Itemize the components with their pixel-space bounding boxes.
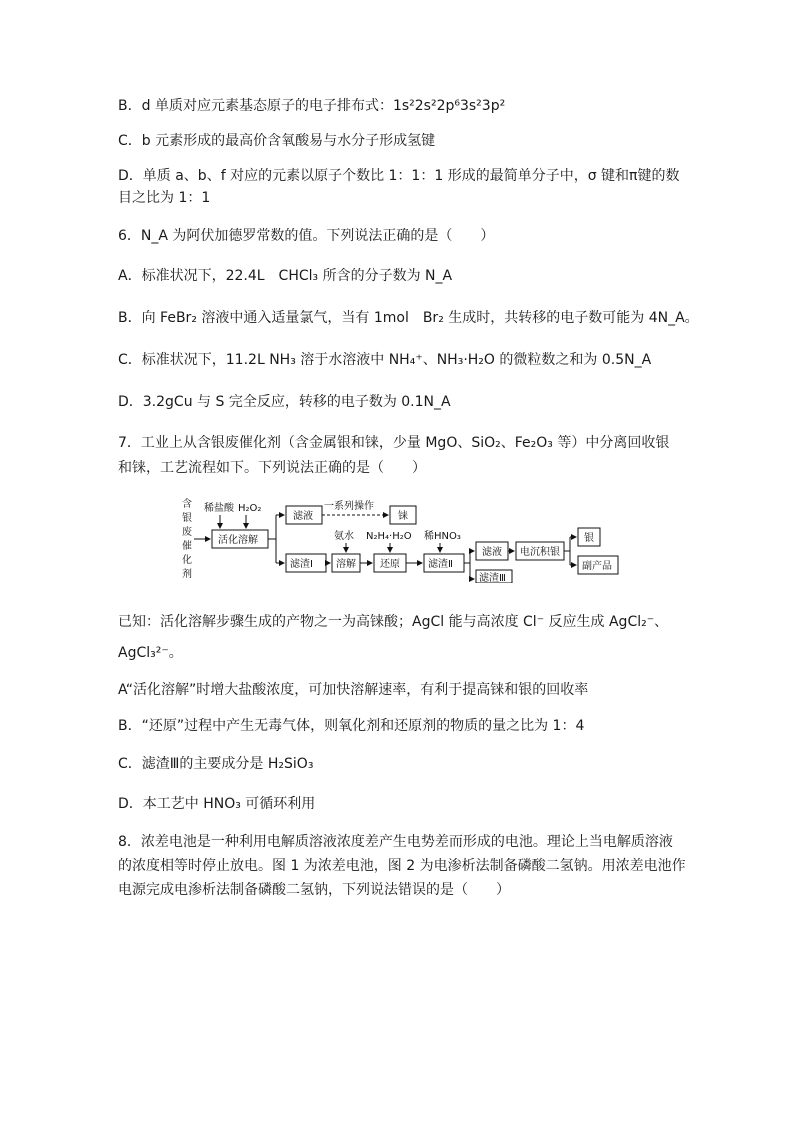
flow-rhenium-box: 铼 [398,511,408,522]
flow-reduce-box: 还原 [380,559,400,570]
flow-residue-2: 滤渣Ⅱ [428,559,453,570]
q6-option-c: C．标准状况下，11.2L NH₃ 溶于水溶液中 NH₄⁺、NH₃·H₂O 的微粒数之和为 0.5N_A [118,352,652,368]
flow-silver-box: 银 [584,533,594,544]
flow-ops-label: 一系列操作 [324,501,374,512]
q7-stem-line2: 和铼，工艺流程如下。下列说法正确的是（ ） [118,460,426,476]
q7-option-b: B．“还原”过程中产生无毒气体，则氧化剂和还原剂的物质的量之比为 1：4 [118,718,585,734]
q6-stem: 6．N_A 为阿伏加德罗常数的值。下列说法正确的是（ ） [118,228,495,244]
flow-reagent-hcl: 稀盐酸 [204,503,234,514]
flow-source-char: 废 [182,527,192,538]
flow-source-char: 银 [182,513,192,524]
flow-activate-box: 活化溶解 [218,535,258,546]
q5-option-c: C．b 元素形成的最高价含氧酸易与水分子形成氢键 [118,133,436,149]
q5-option-d-line2: 目之比为 1：1 [118,190,211,206]
q7-stem-line1: 7．工业上从含银废催化剂（含金属银和铼，少量 MgO、SiO₂、Fe₂O₃ 等）中分离回收银 [118,435,670,451]
flow-ammonia-label: 氨水 [334,531,354,542]
flow-byproduct-box: 副产品 [582,561,612,572]
flow-source-char: 化 [182,555,192,566]
flow-residue-3: 滤渣Ⅲ [479,573,506,583]
flow-source-char: 剂 [182,569,192,580]
flow-hno3-label: 稀HNO₃ [424,531,461,542]
flow-source-char: 催 [182,541,192,552]
q8-stem-line2: 的浓度相等时停止放电。图 1 为浓差电池，图 2 为电渗析法制备磷酸二氢钠。用浓差电池作 [118,858,686,874]
q7-known-line2: AgCl₃²⁻。 [118,645,183,661]
q7-option-a: A“活化溶解”时增大盐酸浓度，可加快溶解速率，有利于提高铼和银的回收率 [118,682,589,698]
flow-filtrate-1: 滤液 [293,511,313,522]
flow-source-char: 含 [182,499,192,510]
q5-option-b: B．d 单质对应元素基态原子的电子排布式：1s²2s²2p⁶3s²3p² [118,98,506,114]
flow-residue-1: 滤渣Ⅰ [290,559,313,570]
q6-option-a: A．标准状况下，22.4L CHCl₃ 所含的分子数为 N_A [118,268,453,284]
flow-hydrazine-label: N₂H₄·H₂O [366,531,412,542]
process-flow-diagram [176,497,626,583]
q5-option-d-line1: D．单质 a、b、f 对应的元素以原子个数比 1：1：1 形成的最简单分子中，σ 键和π键的数 [118,168,680,184]
q8-stem-line1: 8．浓差电池是一种利用电解质溶液浓度差产生电势差而形成的电池。理论上当电解质溶液 [118,834,673,850]
q6-option-b: B．向 FeBr₂ 溶液中通入适量氯气，当有 1mol Br₂ 生成时，共转移的电子数可能为 4N_A。 [118,310,699,326]
flow-filtrate-2: 滤液 [482,547,502,558]
flow-reagent-h2o2: H₂O₂ [238,503,262,514]
q7-option-c: C．滤渣Ⅲ的主要成分是 H₂SiO₃ [118,756,314,772]
q6-option-d: D．3.2gCu 与 S 完全反应，转移的电子数为 0.1N_A [118,394,451,410]
q8-stem-line3: 电源完成电渗析法制备磷酸二氢钠，下列说法错误的是（ ） [118,882,510,898]
q7-option-d: D．本工艺中 HNO₃ 可循环利用 [118,796,316,812]
q7-known-line1: 已知：活化溶解步骤生成的产物之一为高铼酸；AgCl 能与高浓度 Cl⁻ 反应生成 AgCl₂⁻、 [118,614,669,630]
flow-electro-box: 电沉积银 [520,547,560,558]
flow-dissolve-box: 溶解 [336,559,356,570]
